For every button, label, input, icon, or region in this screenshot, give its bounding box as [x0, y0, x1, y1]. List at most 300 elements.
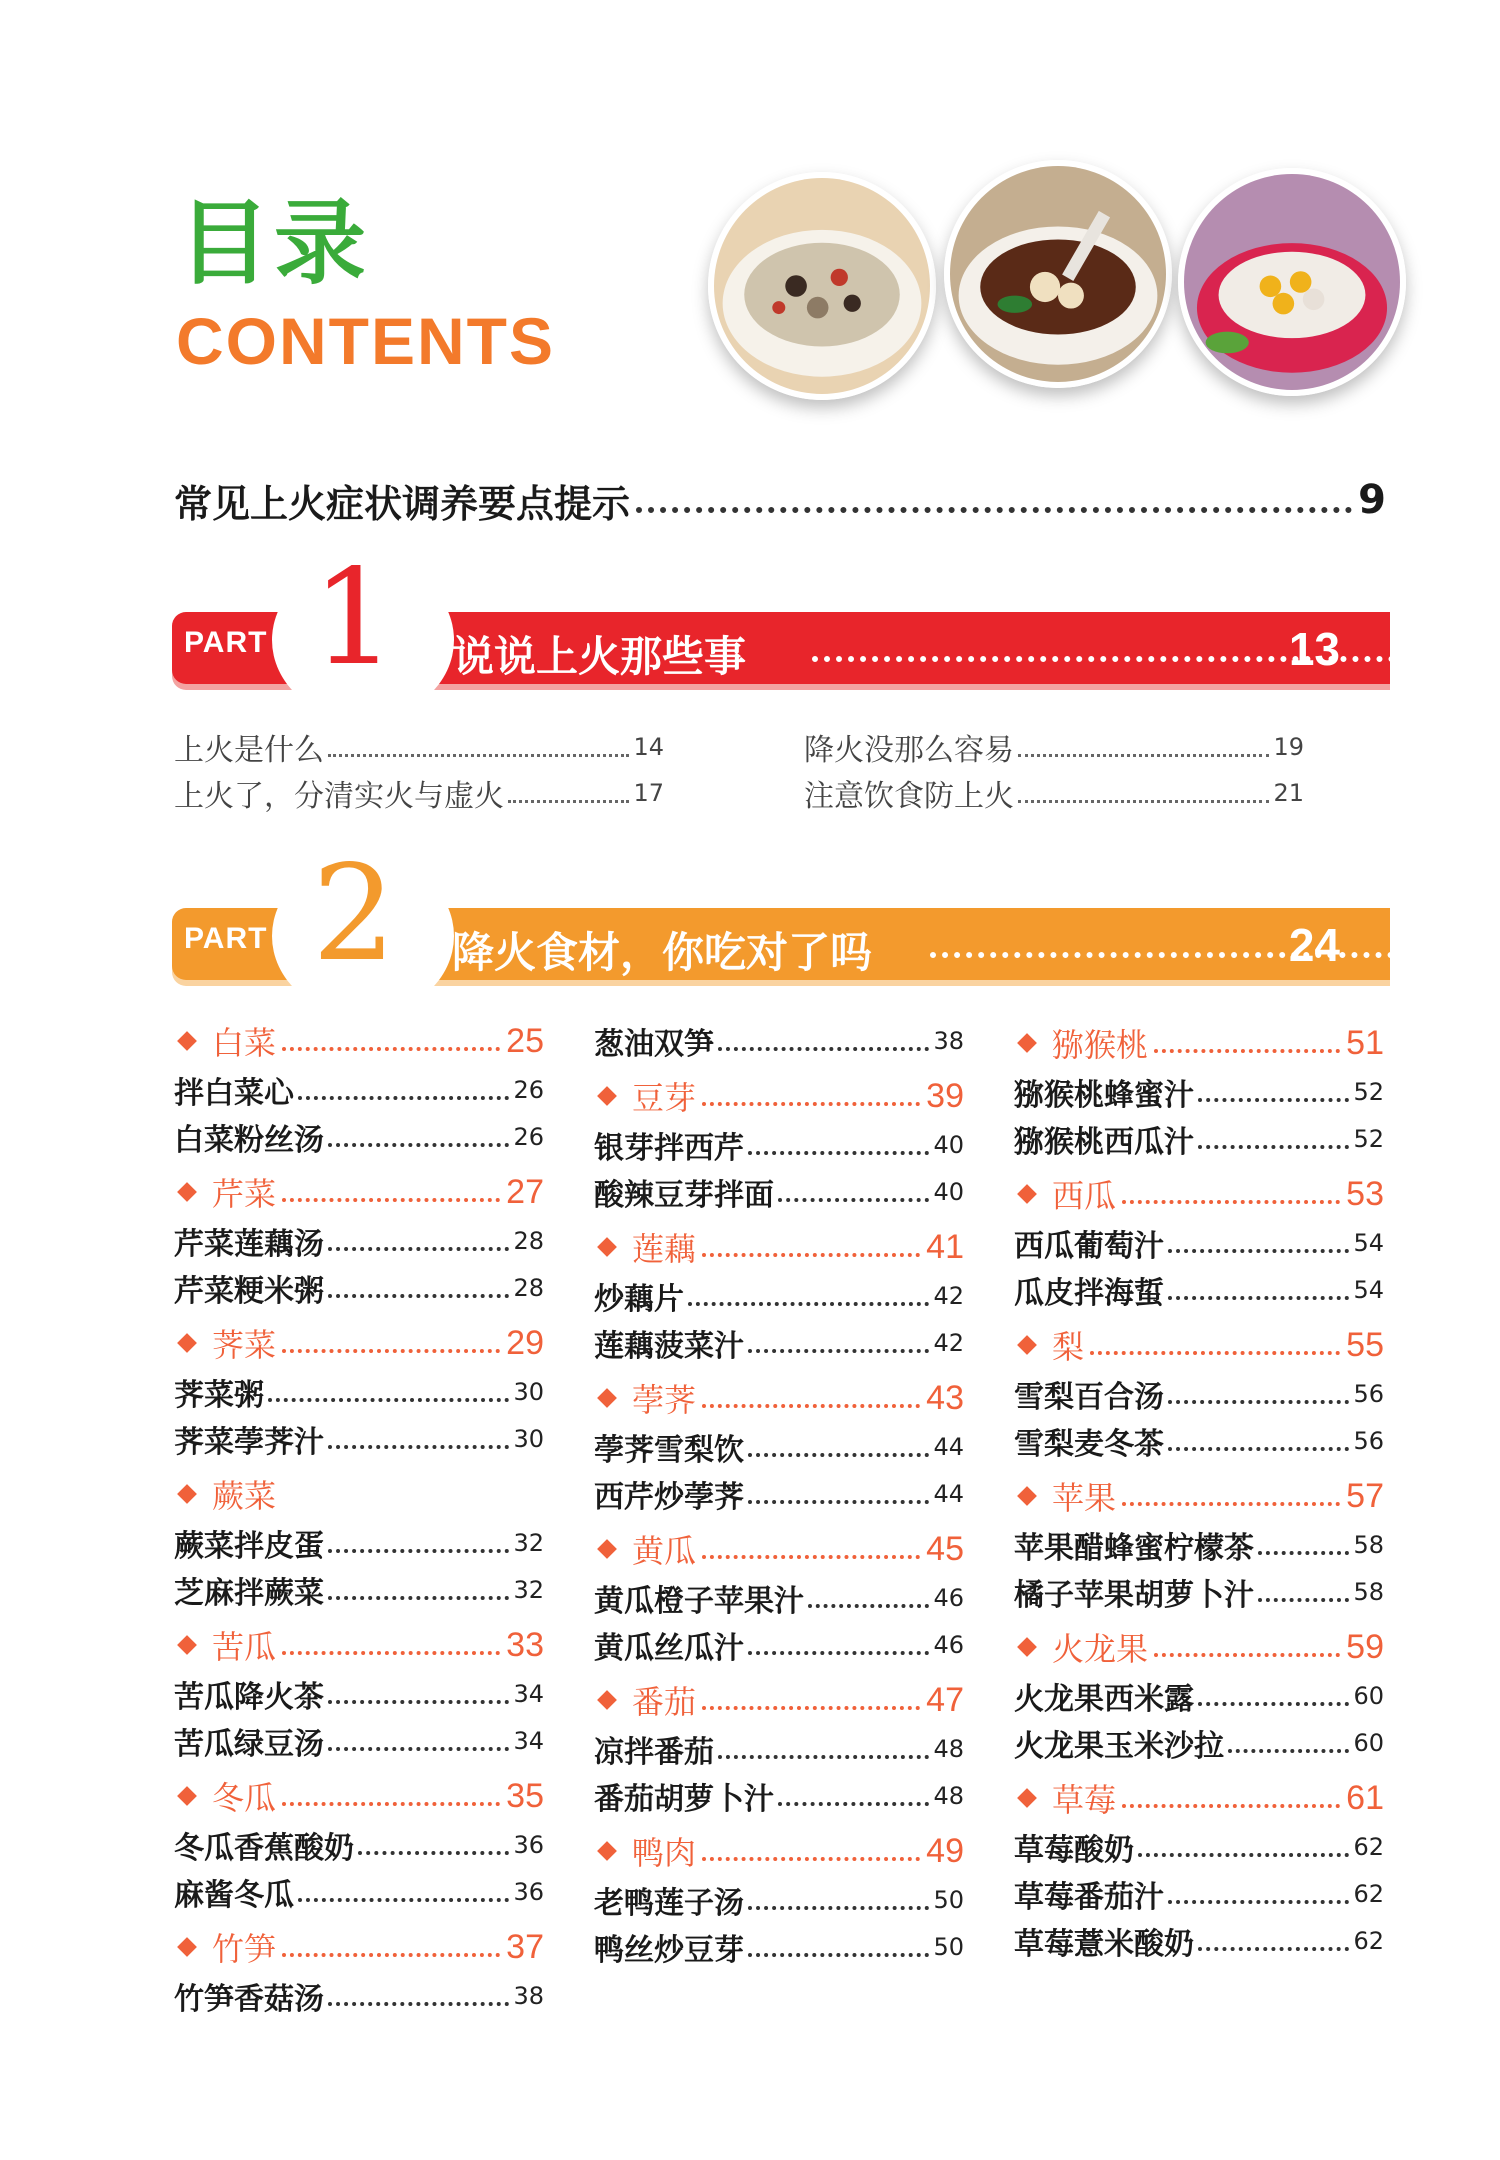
category-page: 47: [926, 1680, 964, 1719]
diamond-bullet-icon: [177, 1937, 197, 1957]
recipe-name: 黄瓜丝瓜汁: [594, 1631, 744, 1666]
recipe-entry[interactable]: [174, 1114, 544, 1160]
category-heading[interactable]: [594, 1224, 964, 1270]
diamond-bullet-icon: [597, 1086, 617, 1106]
entry-title: 上火是什么: [174, 733, 324, 768]
category-name: 荸荠: [632, 1381, 697, 1419]
food-photo-soup-bowl: [708, 172, 936, 400]
category-heading[interactable]: [174, 1018, 544, 1064]
dot-leader: [778, 1198, 929, 1202]
recipe-page: 62: [1353, 1927, 1384, 1955]
dot-leader: [702, 1555, 920, 1559]
recipe-name: 酸辣豆芽拌面: [594, 1178, 774, 1213]
dot-leader: [636, 507, 1352, 513]
category-name: 荠菜: [212, 1326, 277, 1364]
toc-entry[interactable]: [174, 724, 664, 770]
recipe-page: 32: [513, 1529, 544, 1557]
dot-leader: [1018, 800, 1269, 803]
category-page: 37: [506, 1927, 544, 1966]
dot-leader: [328, 1143, 509, 1147]
dot-leader: [748, 1349, 929, 1353]
diamond-bullet-icon: [597, 1388, 617, 1408]
category-heading[interactable]: [1014, 1322, 1384, 1368]
diamond-bullet-icon: [597, 1539, 617, 1559]
recipe-name: 拌白菜心: [174, 1076, 294, 1111]
recipe-name: 荠菜荸荠汁: [174, 1425, 324, 1460]
recipe-entry[interactable]: [174, 1265, 544, 1311]
recipe-name: 蕨菜拌皮蛋: [174, 1529, 324, 1564]
group-gap: [1014, 1767, 1384, 1775]
recipe-name: 莲藕菠菜汁: [594, 1329, 744, 1364]
recipe-page: 36: [513, 1831, 544, 1859]
recipe-entry[interactable]: [1014, 1871, 1384, 1917]
category-name: 竹笋: [212, 1930, 277, 1968]
category-heading[interactable]: [1014, 1624, 1384, 1670]
recipe-page: 52: [1353, 1125, 1384, 1153]
diamond-bullet-icon: [597, 1841, 617, 1861]
diamond-bullet-icon: [1017, 1184, 1037, 1204]
recipe-entry[interactable]: [594, 1471, 964, 1517]
recipe-page: 48: [933, 1782, 964, 1810]
dot-leader: [1168, 1447, 1349, 1451]
recipe-page: 26: [513, 1123, 544, 1151]
recipe-page: 54: [1353, 1229, 1384, 1257]
recipe-entry[interactable]: [1014, 1418, 1384, 1464]
category-name: 冬瓜: [212, 1779, 277, 1817]
diamond-bullet-icon: [1017, 1335, 1037, 1355]
category-name: 苹果: [1052, 1479, 1117, 1517]
dot-leader: [282, 1198, 500, 1202]
recipe-page: 28: [513, 1227, 544, 1255]
dot-leader: [328, 2002, 509, 2006]
dot-leader: [328, 1247, 509, 1251]
recipe-page: 56: [1353, 1380, 1384, 1408]
dot-leader: [748, 1651, 929, 1655]
food-photo-lotus-soup: [944, 160, 1172, 388]
recipe-entry[interactable]: [594, 1773, 964, 1819]
category-page: 51: [1346, 1023, 1384, 1062]
dot-leader: [702, 1404, 920, 1408]
recipe-page: 34: [513, 1680, 544, 1708]
category-heading[interactable]: [594, 1526, 964, 1572]
recipe-page: 30: [513, 1378, 544, 1406]
entry-page: 21: [1273, 779, 1304, 807]
dot-leader: [1168, 1249, 1349, 1253]
dot-leader: [1258, 1598, 1349, 1602]
part-page: 24: [1288, 919, 1340, 971]
part-number: 1: [312, 541, 396, 695]
group-gap: [594, 1669, 964, 1677]
diamond-bullet-icon: [1017, 1486, 1037, 1506]
recipe-page: 38: [513, 1982, 544, 2010]
recipe-name: 鸭丝炒豆芽: [594, 1933, 744, 1968]
group-gap: [594, 1820, 964, 1828]
category-heading[interactable]: [594, 1375, 964, 1421]
dot-leader: [1198, 1947, 1349, 1951]
part2-column-2: [594, 1018, 964, 1979]
dot-leader: [1122, 1502, 1340, 1506]
recipe-entry[interactable]: [594, 1273, 964, 1319]
category-page: 25: [506, 1021, 544, 1060]
part-tag: PART: [184, 626, 268, 659]
entry-title: 常见上火症状调养要点提示: [174, 481, 631, 526]
recipe-entry[interactable]: [1014, 1569, 1384, 1615]
dot-leader: [718, 1755, 929, 1759]
recipe-page: 38: [933, 1027, 964, 1055]
dot-leader: [298, 1898, 509, 1902]
recipe-entry[interactable]: [174, 1671, 544, 1717]
group-gap: [594, 1971, 964, 1979]
recipe-page: 48: [933, 1735, 964, 1763]
group-gap: [174, 1765, 544, 1773]
recipe-name: 雪梨麦冬茶: [1014, 1427, 1164, 1462]
recipe-entry[interactable]: [1014, 1116, 1384, 1162]
dot-leader: [702, 1102, 920, 1106]
recipe-name: 火龙果玉米沙拉: [1014, 1729, 1224, 1764]
recipe-name: 冬瓜香蕉酸奶: [174, 1831, 354, 1866]
category-name: 蕨菜: [212, 1477, 277, 1515]
recipe-name: 老鸭莲子汤: [594, 1886, 744, 1921]
recipe-entry[interactable]: [174, 1869, 544, 1915]
category-name: 白菜: [212, 1024, 277, 1062]
group-gap: [1014, 1616, 1384, 1624]
category-page: 43: [926, 1378, 964, 1417]
group-gap: [594, 1216, 964, 1224]
diamond-bullet-icon: [597, 1690, 617, 1710]
food-photo-dragon-fruit-salad: [1178, 168, 1406, 396]
category-page: 57: [1346, 1476, 1384, 1515]
group-gap: [174, 1614, 544, 1622]
recipe-name: 白菜粉丝汤: [174, 1123, 324, 1158]
part1-col-left: [174, 724, 664, 816]
dot-leader: [1198, 1702, 1349, 1706]
category-name: 鸭肉: [632, 1834, 697, 1872]
recipe-name: 芹菜莲藕汤: [174, 1227, 324, 1262]
recipe-name: 葱油双笋: [594, 1027, 714, 1062]
group-gap: [594, 1518, 964, 1526]
recipe-name: 草莓酸奶: [1014, 1833, 1134, 1868]
category-heading[interactable]: [1014, 1171, 1384, 1217]
recipe-name: 苦瓜降火茶: [174, 1680, 324, 1715]
recipe-name: 苹果醋蜂蜜柠檬茶: [1014, 1531, 1254, 1566]
recipe-name: 西芹炒荸荠: [594, 1480, 744, 1515]
dot-leader: [282, 1802, 500, 1806]
recipe-name: 西瓜葡萄汁: [1014, 1229, 1164, 1264]
dot-leader: [1154, 1049, 1340, 1053]
recipe-name: 竹笋香菇汤: [174, 1982, 324, 2017]
dot-leader: [1168, 1400, 1349, 1404]
dot-leader: [748, 1953, 929, 1957]
dot-leader: [328, 1445, 509, 1449]
entry-title: 注意饮食防上火: [804, 779, 1014, 814]
group-gap: [174, 1916, 544, 1924]
recipe-page: 30: [513, 1425, 544, 1453]
recipe-name: 凉拌番茄: [594, 1735, 714, 1770]
recipe-page: 36: [513, 1878, 544, 1906]
group-gap: [174, 1312, 544, 1320]
dot-leader: [1018, 754, 1269, 757]
group-gap: [594, 1367, 964, 1375]
category-heading[interactable]: [174, 1924, 544, 1970]
recipe-name: 荠菜粥: [174, 1378, 264, 1413]
dot-leader: [702, 1857, 920, 1861]
recipe-entry[interactable]: [594, 1320, 964, 1366]
dot-leader: [808, 1604, 929, 1608]
category-page: 41: [926, 1227, 964, 1266]
entry-page: 19: [1273, 733, 1304, 761]
diamond-bullet-icon: [177, 1182, 197, 1202]
part2-banner[interactable]: [172, 837, 1390, 991]
category-page: 45: [926, 1529, 964, 1568]
dot-leader: [358, 1851, 509, 1855]
recipe-page: 42: [933, 1329, 964, 1357]
recipe-name: 草莓番茄汁: [1014, 1880, 1164, 1915]
recipe-page: 34: [513, 1727, 544, 1755]
recipe-name: 银芽拌西芹: [594, 1131, 744, 1166]
group-gap: [1014, 1163, 1384, 1171]
page-title: 目录: [178, 190, 371, 297]
recipe-page: 60: [1353, 1682, 1384, 1710]
recipe-page: 58: [1353, 1578, 1384, 1606]
dot-leader: [328, 1596, 509, 1600]
category-heading[interactable]: [1014, 1473, 1384, 1519]
dot-leader: [1090, 1351, 1340, 1355]
category-name: 番茄: [632, 1683, 697, 1721]
category-page: 53: [1346, 1174, 1384, 1213]
recipe-entry[interactable]: [594, 1122, 964, 1168]
group-gap: [1014, 1465, 1384, 1473]
recipe-name: 草莓薏米酸奶: [1014, 1927, 1194, 1962]
recipe-page: 46: [933, 1631, 964, 1659]
recipe-name: 橘子苹果胡萝卜汁: [1014, 1578, 1254, 1613]
part1-col-right: [804, 724, 1304, 816]
recipe-entry[interactable]: [1014, 1220, 1384, 1266]
recipe-name: 苦瓜绿豆汤: [174, 1727, 324, 1762]
recipe-page: 54: [1353, 1276, 1384, 1304]
category-page: 27: [506, 1172, 544, 1211]
recipe-entry[interactable]: [174, 1718, 544, 1764]
recipe-entry[interactable]: [174, 1416, 544, 1462]
recipe-page: 50: [933, 1933, 964, 1961]
category-heading[interactable]: [594, 1828, 964, 1874]
dot-leader: [1154, 1653, 1340, 1657]
category-name: 莲藕: [632, 1230, 697, 1268]
recipe-entry[interactable]: [594, 1169, 964, 1215]
category-name: 梨: [1052, 1328, 1085, 1366]
entry-title: 上火了，分清实火与虚火: [174, 779, 504, 814]
dot-leader: [282, 1349, 500, 1353]
dot-leader: [328, 754, 629, 757]
entry-title: 降火没那么容易: [804, 733, 1014, 768]
entry-page: 14: [633, 733, 664, 761]
entry-page: 9: [1358, 477, 1386, 523]
category-page: 33: [506, 1625, 544, 1664]
dot-leader: [748, 1453, 929, 1457]
recipe-entry[interactable]: [174, 1822, 544, 1868]
category-name: 猕猴桃: [1052, 1026, 1149, 1064]
diamond-bullet-icon: [1017, 1033, 1037, 1053]
recipe-entry[interactable]: [1014, 1267, 1384, 1313]
diamond-bullet-icon: [1017, 1637, 1037, 1657]
recipe-name: 番茄胡萝卜汁: [594, 1782, 774, 1817]
category-name: 火龙果: [1052, 1630, 1149, 1668]
dot-leader: [1122, 1200, 1340, 1204]
recipe-page: 28: [513, 1274, 544, 1302]
group-gap: [174, 1161, 544, 1169]
recipe-page: 44: [933, 1433, 964, 1461]
category-heading[interactable]: [174, 1773, 544, 1819]
category-heading[interactable]: [1014, 1775, 1384, 1821]
recipe-entry[interactable]: [174, 1520, 544, 1566]
recipe-page: 46: [933, 1584, 964, 1612]
recipe-entry[interactable]: [174, 1067, 544, 1113]
dot-leader: [1258, 1551, 1349, 1555]
part-page: 13: [1288, 623, 1340, 675]
category-page: 35: [506, 1776, 544, 1815]
recipe-name: 芹菜粳米粥: [174, 1274, 324, 1309]
category-heading[interactable]: [594, 1073, 964, 1119]
recipe-page: 26: [513, 1076, 544, 1104]
recipe-entry[interactable]: [174, 1973, 544, 2019]
category-heading[interactable]: [594, 1677, 964, 1723]
recipe-entry[interactable]: [594, 1726, 964, 1772]
diamond-bullet-icon: [597, 1237, 617, 1257]
dot-leader: [508, 800, 629, 803]
dot-leader: [1122, 1804, 1340, 1808]
recipe-page: 60: [1353, 1729, 1384, 1757]
part-number: 2: [312, 837, 396, 991]
page-subtitle: CONTENTS: [176, 304, 555, 378]
recipe-entry[interactable]: [1014, 1824, 1384, 1870]
recipe-entry[interactable]: [1014, 1918, 1384, 1964]
dot-leader: [282, 1651, 500, 1655]
recipe-entry[interactable]: [594, 1924, 964, 1970]
recipe-entry[interactable]: [594, 1622, 964, 1668]
recipe-entry[interactable]: [174, 1567, 544, 1613]
diamond-bullet-icon: [177, 1031, 197, 1051]
recipe-entry[interactable]: [1014, 1720, 1384, 1766]
group-gap: [174, 1463, 544, 1471]
recipe-entry[interactable]: [1014, 1371, 1384, 1417]
recipe-entry[interactable]: [1014, 1522, 1384, 1568]
part2-column-3: [1014, 1020, 1384, 1973]
recipe-name: 芝麻拌蕨菜: [174, 1576, 324, 1611]
category-heading[interactable]: [174, 1169, 544, 1215]
category-name: 西瓜: [1052, 1177, 1117, 1215]
diamond-bullet-icon: [177, 1333, 197, 1353]
recipe-page: 32: [513, 1576, 544, 1604]
diamond-bullet-icon: [177, 1484, 197, 1504]
toc-entry[interactable]: [804, 770, 1304, 816]
category-name: 豆芽: [632, 1079, 697, 1117]
dot-leader: [748, 1500, 929, 1504]
recipe-name: 猕猴桃西瓜汁: [1014, 1125, 1194, 1160]
category-name: 草莓: [1052, 1781, 1117, 1819]
recipe-page: 50: [933, 1886, 964, 1914]
diamond-bullet-icon: [177, 1635, 197, 1655]
category-name: 芹菜: [212, 1175, 277, 1213]
dot-leader: [282, 1047, 500, 1051]
dot-leader: [1168, 1900, 1349, 1904]
part-title: 说说上火那些事: [452, 632, 747, 681]
recipe-page: 42: [933, 1282, 964, 1310]
category-page: 39: [926, 1076, 964, 1115]
recipe-page: 52: [1353, 1078, 1384, 1106]
category-name: 苦瓜: [212, 1628, 277, 1666]
dot-leader: [328, 1747, 509, 1751]
category-page: 29: [506, 1323, 544, 1362]
dot-leader: [748, 1906, 929, 1910]
dot-leader: [778, 1802, 929, 1806]
recipe-name: 荸荠雪梨饮: [594, 1433, 744, 1468]
category-page: 55: [1346, 1325, 1384, 1364]
dot-leader: [688, 1302, 929, 1306]
group-gap: [594, 1065, 964, 1073]
recipe-name: 瓜皮拌海蜇: [1014, 1276, 1164, 1311]
group-gap: [1014, 1314, 1384, 1322]
recipe-entry[interactable]: [174, 1218, 544, 1264]
recipe-name: 炒藕片: [594, 1282, 684, 1317]
dot-leader: [1198, 1098, 1349, 1102]
part1-banner[interactable]: [172, 541, 1390, 695]
recipe-name: 猕猴桃蜂蜜汁: [1014, 1078, 1194, 1113]
recipe-entry[interactable]: [594, 1575, 964, 1621]
category-page: 49: [926, 1831, 964, 1870]
dot-leader: [748, 1151, 929, 1155]
recipe-page: 44: [933, 1480, 964, 1508]
recipe-entry[interactable]: [1014, 1673, 1384, 1719]
dot-leader: [298, 1096, 509, 1100]
dot-leader: [1228, 1749, 1349, 1753]
dot-leader: [1138, 1853, 1349, 1857]
recipe-page: 40: [933, 1131, 964, 1159]
dot-leader: [702, 1706, 920, 1710]
dot-leader: [328, 1549, 509, 1553]
group-gap: [174, 2020, 544, 2028]
recipe-entry[interactable]: [594, 1424, 964, 1470]
part-tag: PART: [184, 922, 268, 955]
recipe-page: 58: [1353, 1531, 1384, 1559]
recipe-entry[interactable]: [1014, 1069, 1384, 1115]
recipe-page: 62: [1353, 1833, 1384, 1861]
recipe-entry[interactable]: [594, 1877, 964, 1923]
dot-leader: [282, 1953, 500, 1957]
recipe-page: 40: [933, 1178, 964, 1206]
group-gap: [1014, 1965, 1384, 1973]
dot-leader: [1198, 1145, 1349, 1149]
category-heading[interactable]: [174, 1471, 544, 1517]
category-page: 59: [1346, 1627, 1384, 1666]
diamond-bullet-icon: [177, 1786, 197, 1806]
dot-leader: [268, 1398, 509, 1402]
category-heading[interactable]: [174, 1320, 544, 1366]
recipe-name: 麻酱冬瓜: [174, 1878, 294, 1913]
category-heading[interactable]: [1014, 1020, 1384, 1066]
diamond-bullet-icon: [1017, 1788, 1037, 1808]
toc-entry[interactable]: [804, 724, 1304, 770]
recipe-entry[interactable]: [174, 1369, 544, 1415]
dot-leader: [328, 1700, 509, 1704]
dot-leader: [718, 1047, 929, 1051]
recipe-page: 56: [1353, 1427, 1384, 1455]
toc-entry[interactable]: [174, 770, 664, 816]
category-heading[interactable]: [174, 1622, 544, 1668]
toc-entry-intro[interactable]: [174, 470, 1386, 530]
dot-leader: [1168, 1296, 1349, 1300]
part2-column-1: [174, 1018, 544, 2028]
dot-leader: [328, 1294, 509, 1298]
recipe-entry[interactable]: [594, 1018, 964, 1064]
